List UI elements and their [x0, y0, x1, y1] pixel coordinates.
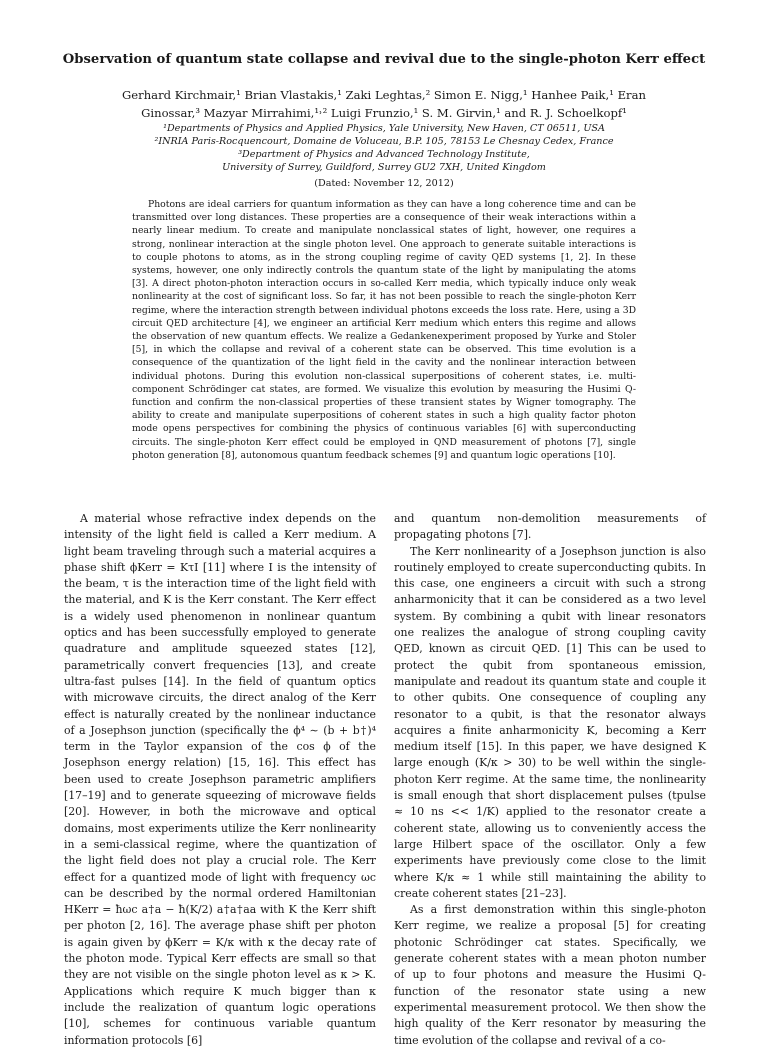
author-line: Ginossar,³ Mazyar Mirrahimi,¹˒² Luigi Frunzio,¹ S. M. Girvin,¹ and R. J. Schoelkopf¹: [141, 106, 627, 120]
author-list: [100, 86, 668, 122]
affiliation-line: ²INRIA Paris-Rocquencourt, Domaine de Voluceau, B.P. 105, 78153 Le Chesnay Cedex, France: [154, 136, 614, 147]
body-paragraph: The Kerr nonlinearity of a Josephson junction is also routinely employed to create superconducting qubits. In this case, one engineers a circuit with such a strong anharmonicity that it can be considered as a two level system. By combining a qubit with linear resonators one realizes the analogue of strong coupling cavity QED, known as circuit QED. [1] This can be used to protect the qubit from spontaneous emission, manipulate and readout its quantum state and couple it to other qubits. One consequence of coupling any resonator to a qubit, is that the resonator always acquires a finite anharmonicity K, becoming a Kerr medium itself [15]. In this paper, we have designed K large enough (K/κ > 30) to be well within the single-photon Kerr regime. At the same time, the nonlinearity is small enough that short displacement pulses (tpulse ≈ 10 ns << 1/K) applied to the resonator create a coherent state, allowing us to conveniently access the large Hilbert space of the oscillator. Only a few experiments have previously come close to the limit where K/κ ≈ 1 while still maintaining the ability to create coherent states [21–23].: [394, 544, 706, 900]
body-column-right: [394, 511, 706, 1049]
affiliation-line: ¹Departments of Physics and Applied Physics, Yale University, New Haven, CT 06511, USA: [163, 123, 605, 134]
body-paragraph: As a first demonstration within this single-photon Kerr regime, we realize a proposal [5] for creating photonic Schrödinger cat states. Specifically, we generate coherent states with a mean photon number of up to four photons and measure the Husimi Q-function of the resonator state using a new experimental measurement protocol. We then show the high quality of the Kerr resonator by measuring the time evolution of the collapse and revival of a co-: [394, 903, 706, 1047]
body-column-left: [64, 511, 376, 1049]
affiliation-line: ³Department of Physics and Advanced Technology Institute,: [238, 149, 530, 160]
body-paragraph: and quantum non-demolition measurements of propagating photons [7].: [394, 512, 706, 542]
abstract: Photons are ideal carriers for quantum information as they can have a long coherence time and can be transmitted over long distances. These properties are a consequence of their weak interactions within a nearly linear medium. To create and manipulate nonclassical states of light, however, one requires a strong, nonlinear interaction at the single photon level. One approach to generate suitable interactions is to couple photons to atoms, as in the strong coupling regime of cavity QED systems [1, 2]. In these systems, however, one only indirectly controls the quantum state of the light by manipulating the atoms [3]. A direct photon-photon interaction occurs in so-called Kerr media, which typically induce only weak nonlinearity at the cost of significant loss. So far, it has not been possible to reach the single-photon Kerr regime, where the interaction strength between individual photons exceeds the loss rate. Here, using a 3D circuit QED architecture [4], we engineer an artificial Kerr medium which enters this regime and allows the observation of new quantum effects. We realize a Gedankenexperiment proposed by Yurke and Stoler [5], in which the collapse and revival of a coherent state can be observed. This time evolution is a consequence of the quantization of the light field in the cavity and the nonlinear interaction between individual photons. During this evolution non-classical superpositions of coherent states, i.e. multi-component Schrödinger cat states, are formed. We visualize this evolution by measuring the Husimi Q-function and confirm the non-classical properties of these transient states by Wigner tomography. The ability to create and manipulate superpositions of coherent states in such a high quality factor photon mode opens perspectives for combining the physics of continuous variables [6] with superconducting circuits. The single-photon Kerr effect could be employed in QND measurement of photons [7], single photon generation [8], autonomous quantum feedback schemes [9] and quantum logic operations [10].: [132, 199, 636, 461]
affiliations: [80, 122, 688, 174]
affiliation-line: University of Surrey, Guildford, Surrey GU2 7XH, United Kingdom: [222, 162, 546, 173]
paper-title: Observation of quantum state collapse and revival due to the single-photon Kerr effect: [62, 52, 706, 67]
date-line: (Dated: November 12, 2012): [314, 178, 454, 189]
author-line: Gerhard Kirchmair,¹ Brian Vlastakis,¹ Zaki Leghtas,² Simon E. Nigg,¹ Hanhee Paik,¹ Eran: [122, 88, 646, 102]
body-paragraph: A material whose refractive index depends on the intensity of the light field is called a Kerr medium. A light beam traveling through such a material acquires a phase shift ϕKerr = KτI [11] where I is the intensity of the beam, τ is the interaction time of the light field with the material, and K is the Kerr constant. The Kerr effect is a widely used phenomenon in nonlinear quantum optics and has been successfully employed to generate quadrature and amplitude squeezed states [12], parametrically convert frequencies [13], and create ultra-fast pulses [14]. In the field of quantum optics with microwave circuits, the direct analog of the Kerr effect is naturally created by the nonlinear inductance of a Josephson junction (specifically the ϕ⁴ ∼ (b + b†)⁴ term in the Taylor expansion of the cos ϕ of the Josephson energy relation) [15, 16]. This effect has been used to create Josephson parametric amplifiers [17–19] and to generate squeezing of microwave fields [20]. However, in both the microwave and optical domains, most experiments utilize the Kerr nonlinearity in a semi-classical regime, where the quantization of the light field does not play a crucial role. The Kerr effect for a quantized mode of light with frequency ωc can be described by the normal ordered Hamiltonian HKerr = ħωc a†a − ħ(K/2) a†a†aa with K the Kerr shift per photon [2, 16]. The average phase shift per photon is again given by ϕKerr = K/κ with κ the decay rate of the photon mode. Typical Kerr effects are small so that they are not visible on the single photon level as κ > K. Applications which require K much bigger than κ include the realization of quantum logic operations [10], schemes for continuous variable quantum information protocols [6]: [64, 512, 376, 1047]
